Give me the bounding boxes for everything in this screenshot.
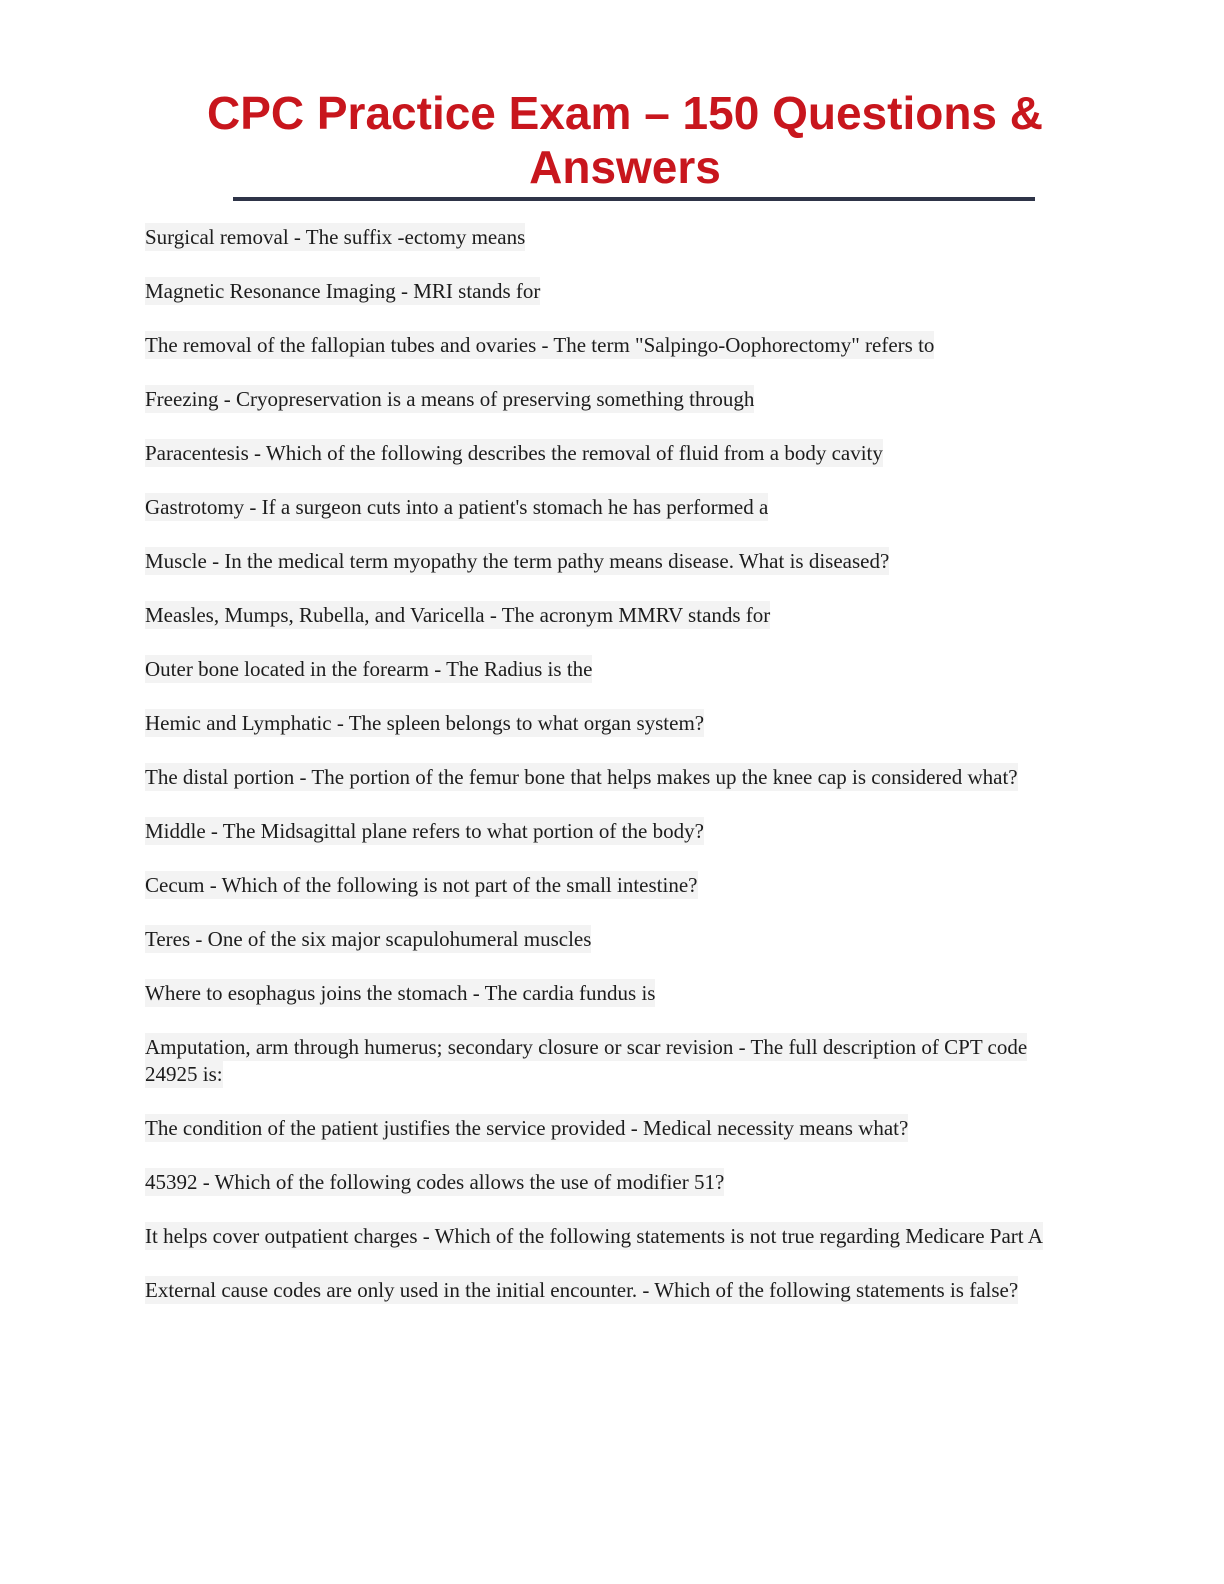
qa-text: The condition of the patient justifies the service provided - Medical necessity means what? xyxy=(145,1116,909,1140)
qa-item-18 xyxy=(145,1169,1075,1196)
qa-item-7 xyxy=(145,548,1075,575)
qa-item-8 xyxy=(145,602,1075,629)
qa-item-11 xyxy=(145,764,1075,791)
qa-text: Middle - The Midsagittal plane refers to what portion of the body? xyxy=(145,819,704,843)
qa-item-1 xyxy=(145,224,1075,251)
qa-item-17 xyxy=(145,1115,1075,1142)
qa-text: Freezing - Cryopreservation is a means of preserving something through xyxy=(145,387,755,411)
qa-text: Hemic and Lymphatic - The spleen belongs to what organ system? xyxy=(145,711,705,735)
qa-text: Surgical removal - The suffix -ectomy means xyxy=(145,225,526,249)
qa-text: The removal of the fallopian tubes and ovaries - The term "Salpingo-Oophorectomy" refers to xyxy=(145,333,935,357)
qa-item-3 xyxy=(145,332,1075,359)
qa-text: External cause codes are only used in the initial encounter. - Which of the following statements is false? xyxy=(145,1278,1019,1302)
qa-text: 45392 - Which of the following codes allows the use of modifier 51? xyxy=(145,1170,725,1194)
qa-text: It helps cover outpatient charges - Which of the following statements is not true regarding Medicare Part A xyxy=(145,1224,1043,1248)
qa-item-5 xyxy=(145,440,1075,467)
qa-text: Teres - One of the six major scapulohumeral muscles xyxy=(145,927,592,951)
qa-text: Amputation, arm through humerus; secondary closure or scar revision - The full description of CPT code 24925 is: xyxy=(145,1035,1028,1086)
qa-item-20 xyxy=(145,1277,1075,1304)
qa-item-9 xyxy=(145,656,1075,683)
qa-item-2 xyxy=(145,278,1075,305)
qa-item-16 xyxy=(145,1034,1075,1088)
qa-item-14 xyxy=(145,926,1075,953)
qa-item-12 xyxy=(145,818,1075,845)
qa-text: The distal portion - The portion of the femur bone that helps makes up the knee cap is considered what? xyxy=(145,765,1018,789)
qa-item-6 xyxy=(145,494,1075,521)
qa-item-4 xyxy=(145,386,1075,413)
qa-text: Cecum - Which of the following is not part of the small intestine? xyxy=(145,873,698,897)
qa-item-10 xyxy=(145,710,1075,737)
qa-text: Paracentesis - Which of the following describes the removal of fluid from a body cavity xyxy=(145,441,883,465)
title-underline xyxy=(233,197,1035,201)
document-title: CPC Practice Exam – 150 Questions & Answers xyxy=(206,87,1044,193)
qa-text: Magnetic Resonance Imaging - MRI stands for xyxy=(145,279,541,303)
qa-item-13 xyxy=(145,872,1075,899)
qa-text: Outer bone located in the forearm - The Radius is the xyxy=(145,657,593,681)
qa-text: Muscle - In the medical term myopathy the term pathy means disease. What is diseased? xyxy=(145,549,890,573)
qa-text: Where to esophagus joins the stomach - The cardia fundus is xyxy=(145,981,656,1005)
qa-text: Gastrotomy - If a surgeon cuts into a patient's stomach he has performed a xyxy=(145,495,769,519)
qa-list xyxy=(145,224,1075,1331)
qa-item-15 xyxy=(145,980,1075,1007)
qa-text: Measles, Mumps, Rubella, and Varicella - The acronym MMRV stands for xyxy=(145,603,771,627)
qa-item-19 xyxy=(145,1223,1075,1250)
